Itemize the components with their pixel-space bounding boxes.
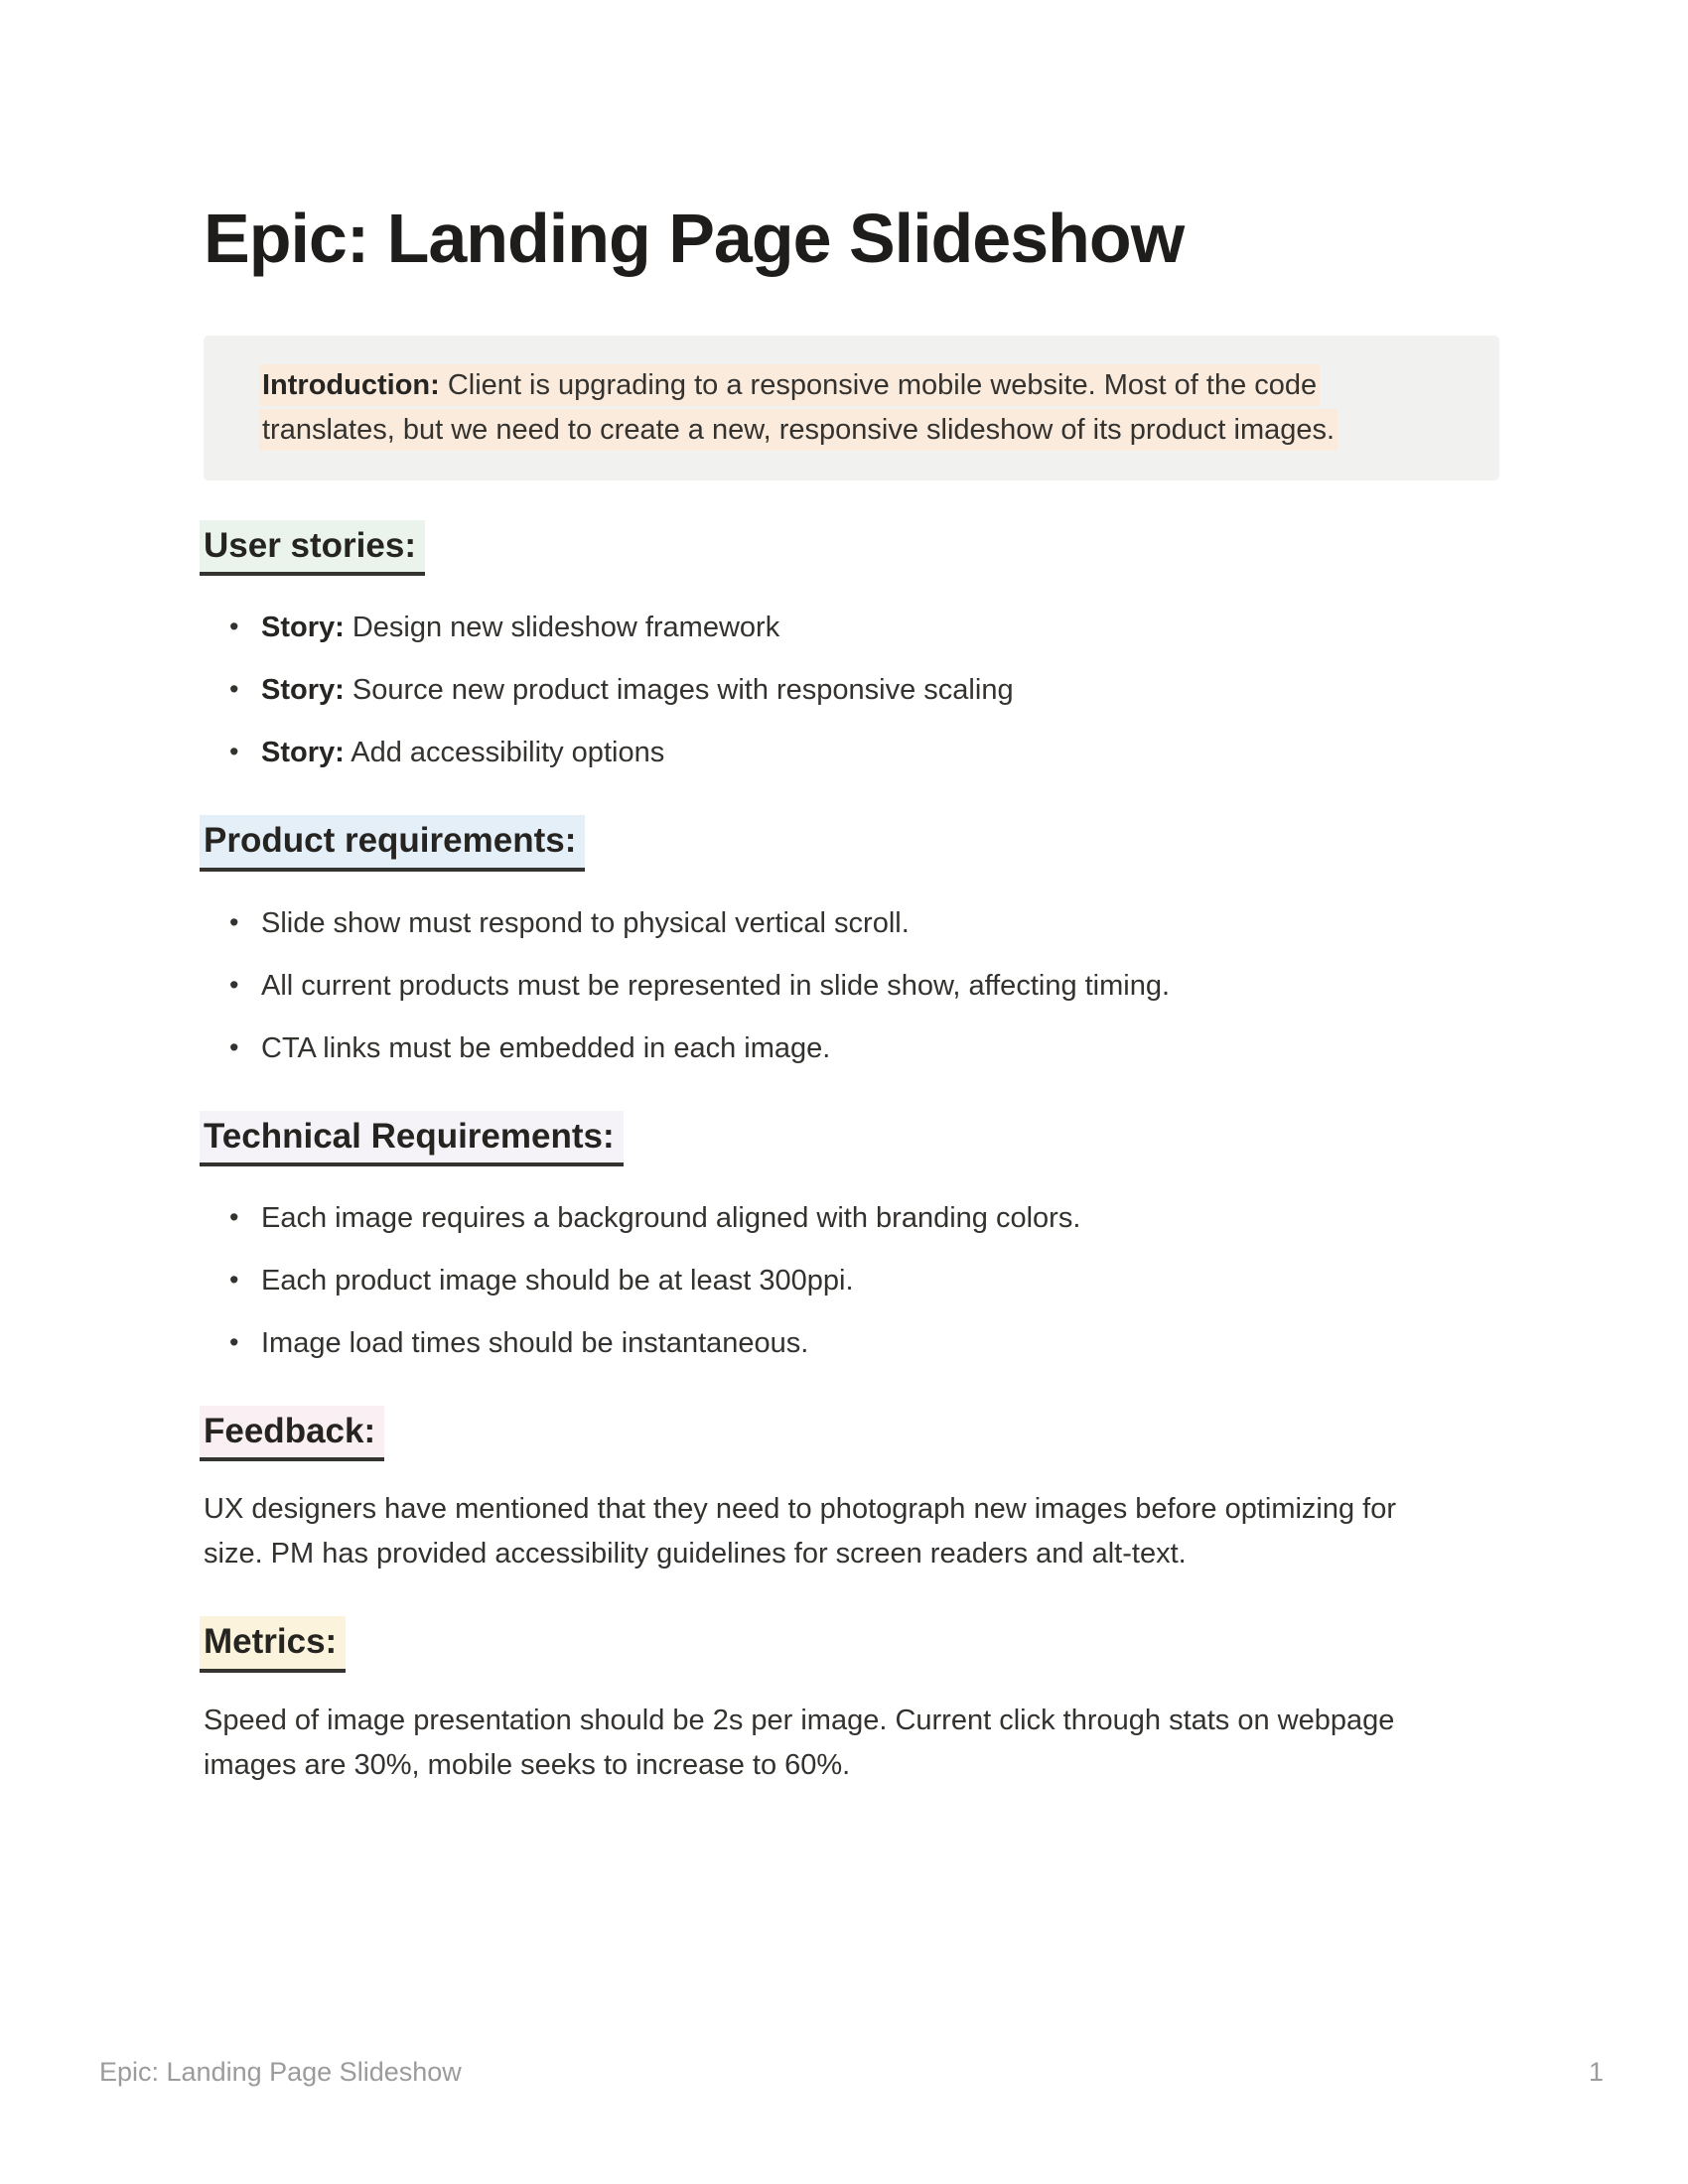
bullet-text: Slide show must respond to physical vertical scroll. xyxy=(261,906,910,939)
bullet-text: Design new slideshow framework xyxy=(344,612,780,644)
list-item xyxy=(261,1026,1499,1071)
section-paragraph-feedback: UX designers have mentioned that they need to photograph new images before optimizing for size. PM has provided accessibility guidelines for screen readers and alt-text. xyxy=(204,1493,1397,1570)
list-item xyxy=(261,668,1499,713)
introduction-body: Client is upgrading to a responsive mobile website. Most of the code translates, but we need to create a new, responsive slideshow of its product images. xyxy=(262,369,1336,446)
list-item xyxy=(261,1259,1499,1303)
section-heading-product-requirements xyxy=(204,815,1499,872)
bullet-text: Add accessibility options xyxy=(344,737,665,769)
section-heading-highlight: Technical Requirements: xyxy=(200,1111,624,1167)
sections-container xyxy=(204,520,1499,1788)
section-heading-user-stories xyxy=(204,520,1499,577)
footer-page-number: 1 xyxy=(1588,2057,1604,2087)
bullet-list-user-stories xyxy=(204,606,1499,775)
bullet-label: Story: xyxy=(261,737,345,769)
bullet-label: Story: xyxy=(261,674,345,707)
list-item xyxy=(261,606,1499,650)
list-item xyxy=(261,901,1499,946)
section-heading-feedback xyxy=(204,1406,1499,1462)
bullet-text: CTA links must be embedded in each image. xyxy=(261,1031,831,1064)
list-item xyxy=(261,1321,1499,1366)
bullet-text: All current products must be represented in slide show, affecting timing. xyxy=(261,969,1171,1002)
bullet-text: Image load times should be instantaneous. xyxy=(261,1326,809,1359)
list-item xyxy=(261,964,1499,1009)
bullet-text: Source new product images with responsive scaling xyxy=(344,674,1014,707)
section-paragraph-metrics: Speed of image presentation should be 2s per image. Current click through stats on webpage images are 30%, mobile seeks to increase to 60%. xyxy=(204,1704,1395,1781)
page-footer xyxy=(99,2057,1604,2088)
footer-title: Epic: Landing Page Slideshow xyxy=(99,2057,462,2087)
introduction-highlight xyxy=(259,364,1337,451)
list-item xyxy=(261,1196,1499,1241)
document-content xyxy=(204,0,1499,1788)
page-title: Epic: Landing Page Slideshow xyxy=(204,200,1185,277)
section-heading-highlight: Product requirements: xyxy=(200,815,585,872)
section-heading-highlight: Feedback: xyxy=(200,1406,384,1462)
section-heading-metrics xyxy=(204,1616,1499,1673)
bullet-label: Story: xyxy=(261,612,345,644)
section-heading-highlight: Metrics: xyxy=(200,1616,346,1673)
bullet-list-technical-requirements xyxy=(204,1196,1499,1366)
section-heading-technical-requirements xyxy=(204,1111,1499,1167)
bullet-text: Each product image should be at least 300ppi. xyxy=(261,1264,854,1297)
bullet-list-product-requirements xyxy=(204,901,1499,1071)
introduction-label: Introduction: xyxy=(262,369,440,401)
introduction-text xyxy=(259,363,1444,453)
section-heading-highlight: User stories: xyxy=(200,520,425,577)
introduction-callout xyxy=(204,336,1499,480)
bullet-text: Each image requires a background aligned with branding colors. xyxy=(261,1202,1081,1234)
list-item xyxy=(261,731,1499,775)
